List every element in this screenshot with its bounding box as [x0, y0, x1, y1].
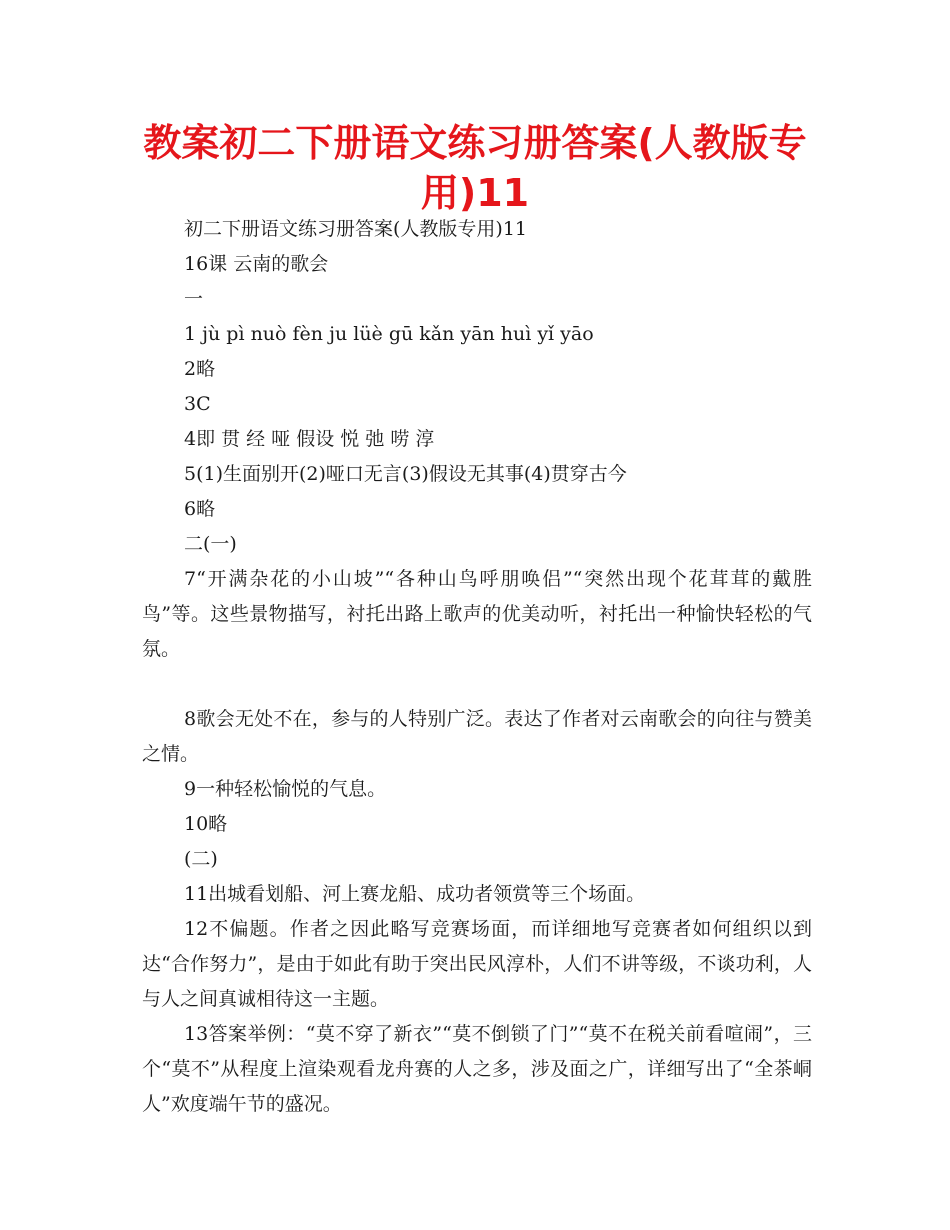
lesson-heading: 16课 云南的歌会: [184, 253, 329, 275]
section-heading: (二): [184, 848, 218, 870]
answer-line: 1 jù pì nuò fèn ju lüè gū kǎn yān huì yǐ yāo: [184, 323, 594, 345]
answer-paragraph: 11出城看划船、河上赛龙船、成功者领赏等三个场面。: [184, 883, 646, 905]
answer-line: 6略: [184, 498, 216, 520]
answer-paragraph: 13答案举例：“莫不穿了新衣”“莫不倒锁了门”“莫不在税关前看喧闹”，三个“莫不”从程度上渲染观看龙舟赛的人之多，涉及面之广，详细写出了“全茶峒人”欢度端午节的盛况。: [142, 1023, 812, 1115]
answer-paragraph: 12不偏题。作者之因此略写竞赛场面，而详细地写竞赛者如何组织以到达“合作努力”，是由于如此有助于突出民风淳朴，人们不讲等级，不谈功利，人与人之间真诚相待这一主题。: [142, 918, 812, 1010]
section-heading: 一: [184, 288, 204, 310]
document-title: 教案初二下册语文练习册答案(人教版专用)11: [143, 121, 807, 215]
answer-line: 2略: [184, 358, 216, 380]
answer-line: 5(1)生面别开(2)哑口无言(3)假设无其事(4)贯穿古今: [184, 463, 627, 485]
answer-paragraph: 10略: [184, 813, 228, 835]
section-heading: 二(一): [184, 533, 237, 555]
answer-paragraph: 9一种轻松愉悦的气息。: [184, 778, 387, 800]
answer-line: 4即 贯 经 哑 假设 悦 弛 唠 淳: [184, 428, 435, 450]
answer-paragraph: 8歌会无处不在，参与的人特别广泛。表达了作者对云南歌会的向往与赞美之情。: [142, 708, 812, 765]
answer-paragraph: 7“开满杂花的小山坡”“各种山鸟呼朋唤侣”“突然出现个花茸茸的戴胜鸟”等。这些景物描写，衬托出路上歌声的优美动听，衬托出一种愉快轻松的气氛。: [142, 568, 812, 660]
subtitle-line: 初二下册语文练习册答案(人教版专用)11: [184, 218, 528, 240]
answer-line: 3C: [184, 393, 211, 415]
